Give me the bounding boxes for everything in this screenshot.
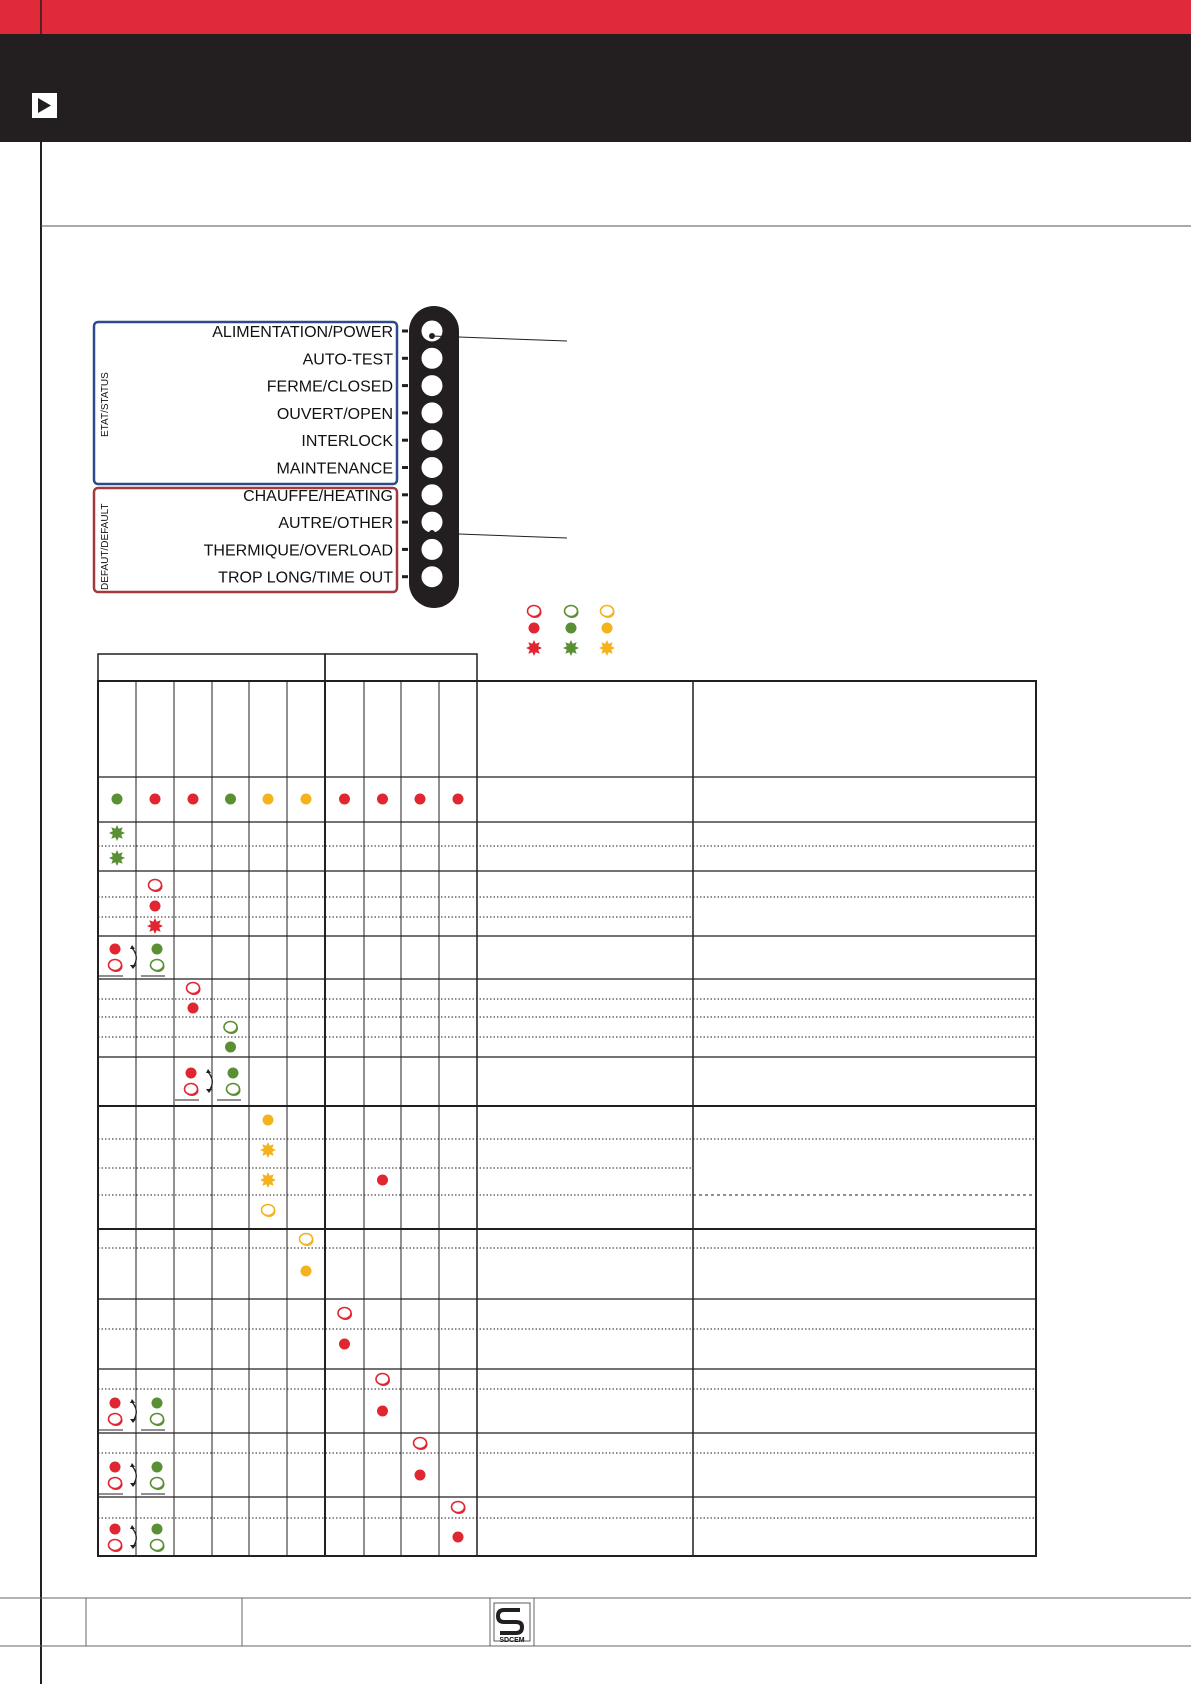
led-blink-amber-symbol [599, 640, 615, 656]
led-off-amber-symbol [300, 1234, 314, 1247]
led-blink-red-symbol [147, 918, 163, 934]
table-row [188, 1003, 199, 1014]
table-row [99, 1524, 464, 1557]
led-on-red-symbol [186, 1068, 197, 1079]
led-blink-green-symbol [563, 640, 579, 656]
led-off-amber-symbol [262, 1205, 276, 1218]
table-row [99, 1462, 426, 1495]
led-on-red-symbol [150, 794, 161, 805]
led-on-red-symbol [110, 944, 121, 955]
led-on-green-symbol [225, 1042, 236, 1053]
table-row [187, 983, 201, 996]
led-indicator [421, 402, 443, 424]
led-on-red-symbol [339, 794, 350, 805]
led-label: MAINTENANCE [276, 460, 393, 478]
led-on-red-symbol [377, 1406, 388, 1417]
led-row [212, 320, 443, 342]
led-panel [94, 306, 567, 608]
led-on-green-symbol [152, 944, 163, 955]
table-row [301, 1266, 312, 1277]
table-row [263, 1115, 274, 1126]
led-on-red-symbol [377, 1175, 388, 1186]
led-indicator [421, 511, 443, 533]
table-row [260, 1142, 276, 1158]
led-tick [402, 439, 408, 442]
led-state-legend [526, 606, 615, 657]
table-row [99, 944, 165, 977]
led-on-amber-symbol [301, 794, 312, 805]
alternating-leds-symbol [99, 1462, 165, 1495]
led-off-green-symbol [151, 960, 165, 973]
table-row [376, 1374, 390, 1387]
table-row [414, 1438, 428, 1451]
led-blink-green-symbol [109, 850, 125, 866]
table-row [300, 1234, 314, 1247]
led-blink-amber-symbol [260, 1172, 276, 1188]
led-off-green-symbol [151, 1414, 165, 1427]
alternating-leds-symbol [99, 1398, 165, 1431]
header-dark-band [0, 34, 1191, 142]
led-indicator [421, 538, 443, 560]
led-label: AUTRE/OTHER [278, 515, 393, 533]
led-on-green-symbol [228, 1068, 239, 1079]
led-off-red-symbol [109, 1540, 123, 1553]
logo-text: SDCEM [499, 1637, 525, 1644]
led-tick [402, 466, 408, 469]
led-on-red-symbol [415, 794, 426, 805]
led-on-green-symbol [112, 794, 123, 805]
led-on-amber-symbol [263, 1115, 274, 1126]
led-label: THERMIQUE/OVERLOAD [203, 542, 393, 560]
led-off-green-symbol [151, 1540, 165, 1553]
led-indicator [421, 457, 443, 479]
led-blink-amber-symbol [260, 1142, 276, 1158]
led-on-green-symbol [152, 1462, 163, 1473]
led-label: OUVERT/OPEN [276, 405, 393, 423]
led-on-amber-symbol [602, 623, 613, 634]
led-on-green-symbol [225, 794, 236, 805]
led-off-red-symbol [109, 1414, 123, 1427]
table-row [109, 825, 125, 841]
led-label: FERME/CLOSED [266, 378, 393, 396]
led-on-amber-symbol [301, 1266, 312, 1277]
led-tick [402, 411, 408, 414]
led-label: TROP LONG/TIME OUT [218, 569, 393, 587]
footer [0, 1598, 1191, 1646]
play-icon[interactable] [32, 93, 57, 118]
led-indicator [421, 347, 443, 369]
led-off-red-symbol [338, 1308, 352, 1321]
table-row [338, 1308, 352, 1321]
table-row [452, 1502, 466, 1515]
led-on-red-symbol [188, 1003, 199, 1014]
table-frame [98, 681, 1036, 1556]
led-on-red-symbol [377, 794, 388, 805]
led-off-green-symbol [224, 1022, 238, 1035]
led-tick [402, 384, 408, 387]
led-on-green-symbol [152, 1524, 163, 1535]
table-row [147, 918, 163, 934]
column-group-header [98, 654, 325, 681]
led-on-red-symbol [453, 794, 464, 805]
led-tick [402, 493, 408, 496]
company-logo [494, 1603, 530, 1644]
led-indicator [421, 375, 443, 397]
led-indicator [421, 429, 443, 451]
led-on-red-symbol [188, 794, 199, 805]
column-group-header [325, 654, 477, 681]
led-tick [402, 330, 408, 333]
led-label: AUTO-TEST [302, 351, 393, 369]
led-off-red-symbol [109, 960, 123, 973]
led-tick [402, 521, 408, 524]
table-row [225, 1042, 236, 1053]
led-on-red-symbol [453, 1532, 464, 1543]
table-row [109, 850, 125, 866]
led-on-green-symbol [152, 1398, 163, 1409]
header-red-band [0, 0, 1191, 34]
alternating-leds-symbol [175, 1068, 241, 1101]
led-off-red-symbol [149, 880, 163, 893]
led-on-amber-symbol [263, 794, 274, 805]
led-off-green-symbol [227, 1084, 241, 1097]
fault-group-label: DEFAUT/DEFAULT [100, 503, 111, 590]
led-on-green-symbol [566, 623, 577, 634]
alternating-leds-symbol [99, 1524, 165, 1557]
led-label: ALIMENTATION/POWER [212, 324, 393, 341]
led-blink-green-symbol [109, 825, 125, 841]
led-on-red-symbol [150, 901, 161, 912]
led-on-red-symbol [339, 1339, 350, 1350]
led-off-red-symbol [185, 1084, 199, 1097]
led-off-red-symbol [414, 1438, 428, 1451]
led-off-red-symbol [187, 983, 201, 996]
led-off-amber-symbol [601, 606, 615, 619]
led-label: INTERLOCK [301, 433, 393, 451]
table-row [150, 901, 161, 912]
led-row [204, 538, 443, 560]
led-label: CHAUFFE/HEATING [243, 487, 393, 505]
led-on-red-symbol [110, 1462, 121, 1473]
status-group-label: ETAT/STATUS [100, 372, 111, 437]
led-off-red-symbol [376, 1374, 390, 1387]
alternating-leds-symbol [99, 944, 165, 977]
led-blink-red-symbol [526, 640, 542, 656]
table-row [224, 1022, 238, 1035]
table-row [175, 1068, 241, 1101]
led-state-table [98, 654, 1036, 1556]
table-row [149, 880, 163, 893]
led-off-green-symbol [565, 606, 579, 619]
led-off-red-symbol [452, 1502, 466, 1515]
table-row [262, 1205, 276, 1218]
led-off-red-symbol [109, 1478, 123, 1491]
led-indicator [421, 484, 443, 506]
led-tick [402, 548, 408, 551]
led-tick [402, 357, 408, 360]
led-on-red-symbol [110, 1398, 121, 1409]
led-on-red-symbol [110, 1524, 121, 1535]
led-off-green-symbol [151, 1478, 165, 1491]
led-indicator [421, 566, 443, 588]
led-on-red-symbol [415, 1470, 426, 1481]
led-on-red-symbol [529, 623, 540, 634]
table-row [99, 1398, 388, 1431]
led-off-red-symbol [528, 606, 542, 619]
table-row [339, 1339, 350, 1350]
led-tick [402, 575, 408, 578]
